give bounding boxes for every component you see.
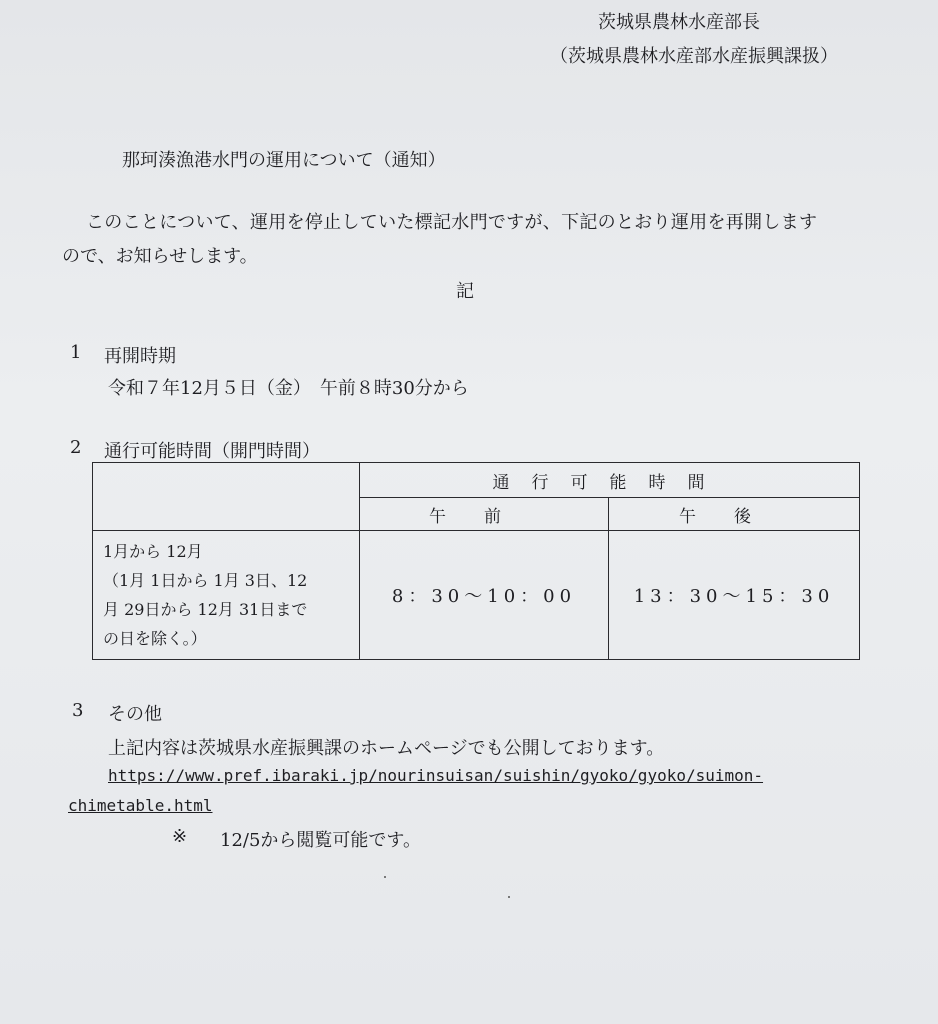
period-line: （1月 1日から 1月 3日、12 <box>103 571 308 590</box>
issuer-title: 茨城県農林水産部長 <box>598 12 760 33</box>
url-line-2: chimetable.html <box>68 796 213 815</box>
note-mark: ※ <box>172 826 188 847</box>
notice-subject: 那珂湊漁港水門の運用について（通知） <box>122 150 446 171</box>
pm-time-cell: 13：30〜15：30 <box>609 531 860 660</box>
section-1-title: 再開時期 <box>104 346 176 367</box>
table-header-pm: 午後 <box>609 498 860 531</box>
section-2-title: 通行可能時間（開門時間） <box>104 441 320 462</box>
section-3-title: その他 <box>108 704 162 725</box>
section-3-number: 3 <box>72 700 84 721</box>
period-line: の日を除く。） <box>103 629 207 648</box>
paper-speck <box>384 876 386 878</box>
issuer-department: （茨城県農林水産部水産振興課扱） <box>550 46 838 67</box>
paper-speck <box>508 896 510 898</box>
table-header-passable-hours: 通行可能時間 <box>360 463 860 498</box>
resumption-date: 令和７年12月５日（金） 午前８時30分から <box>108 378 469 399</box>
url-line-1: https://www.pref.ibaraki.jp/nourinsuisan/suishin/gyoko/gyoko/suimon- <box>108 766 764 785</box>
homepage-notice: 上記内容は茨城県水産振興課のホームページでも公開しております。 <box>108 738 665 759</box>
body-line-1: このことについて、運用を停止していた標記水門ですが、下記のとおり運用を再開します <box>86 212 818 233</box>
section-2-number: 2 <box>70 437 82 458</box>
table-blank-corner <box>93 463 360 531</box>
body-line-2: ので、お知らせします。 <box>62 246 258 267</box>
period-line: 月 29日から 12月 31日まで <box>103 600 308 619</box>
ki-heading: 記 <box>456 281 474 302</box>
note-text: 12/5から閲覧可能です。 <box>220 830 421 851</box>
table-period-cell <box>93 531 360 660</box>
table-header-am: 午前 <box>360 498 609 531</box>
am-time-cell: 8：30〜10：00 <box>360 531 609 660</box>
section-1-number: 1 <box>70 342 82 363</box>
period-line: 1月から 12月 <box>103 542 203 561</box>
schedule-table <box>92 462 860 660</box>
